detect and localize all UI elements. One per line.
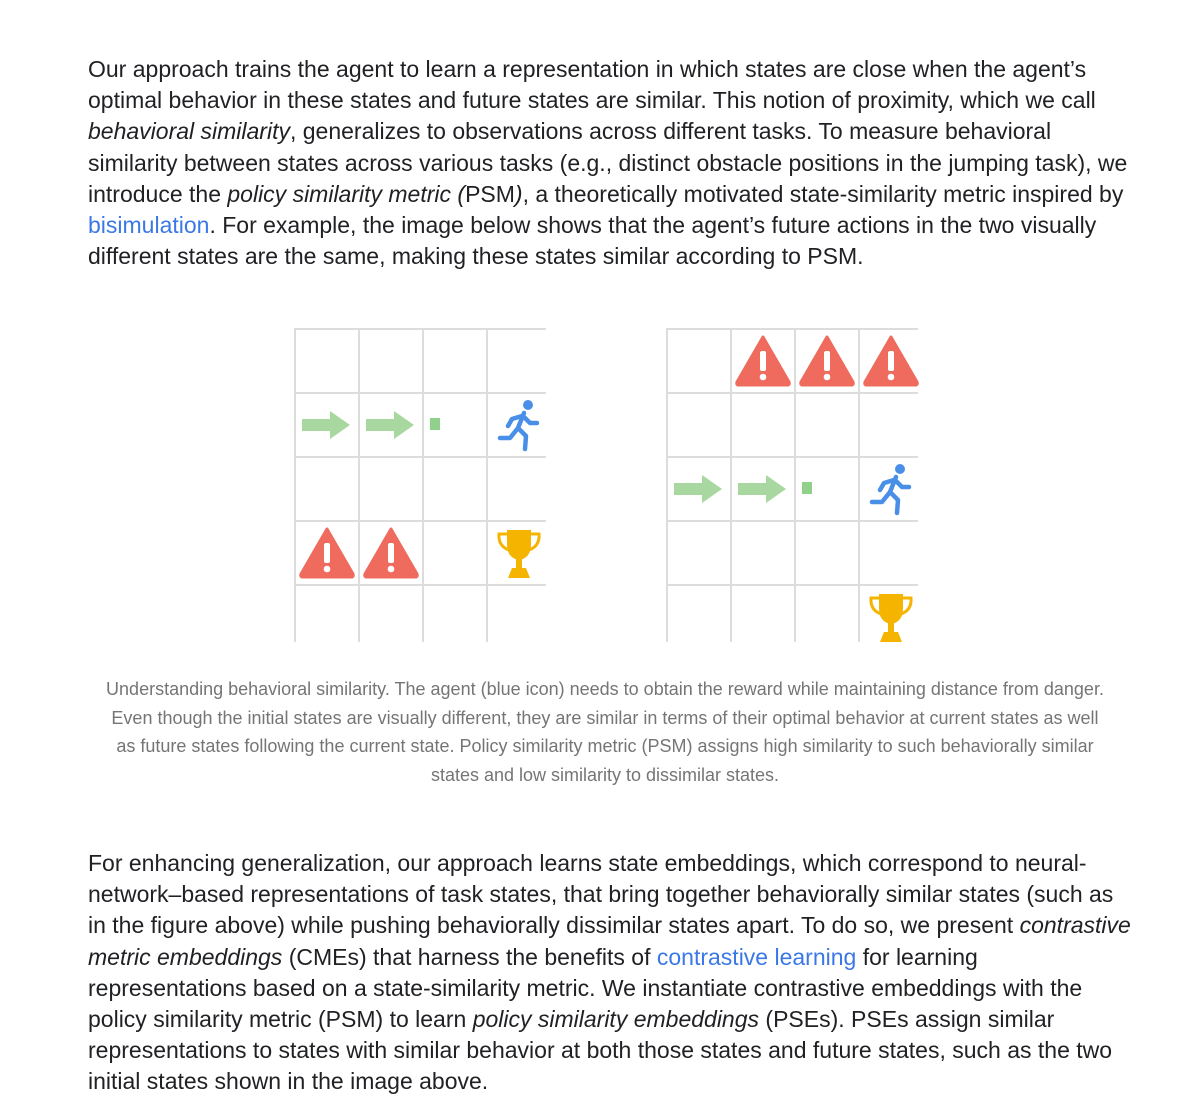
grid-cell bbox=[668, 458, 730, 520]
term-contrastive-metric-embeddings: contrastive metric embeddings bbox=[88, 912, 1131, 970]
grid-cell bbox=[860, 586, 922, 648]
grid-cell bbox=[296, 330, 358, 392]
intro-text-2: , generalizes to observations across different tasks. To measure behavioral similarity between states across various tasks (e.g., distinct obstacle positions in the jumping task), we introduce the bbox=[88, 118, 1128, 207]
term-policy-similarity-metric: policy similarity metric ( bbox=[227, 180, 466, 207]
grid-cell bbox=[488, 394, 550, 456]
warning-icon bbox=[360, 522, 422, 584]
grid-cell bbox=[860, 394, 922, 456]
grid-cell bbox=[796, 394, 858, 456]
grid-cell bbox=[732, 458, 794, 520]
grid-cell bbox=[360, 330, 422, 392]
grid-cell bbox=[424, 586, 486, 648]
second-text-1: For enhancing generalization, our approach learns state embeddings, which correspond to neural-network–based representations of task states, that bring together behaviorally similar states (such as in the figure above) while pushing behaviorally dissimilar states apart. To do so, we present bbox=[88, 850, 1114, 939]
grid-cell bbox=[796, 586, 858, 648]
contrastive-learning-link[interactable]: contrastive learning bbox=[656, 943, 857, 970]
grid-cell bbox=[796, 458, 858, 520]
grid-cell bbox=[668, 522, 730, 584]
trophy-icon bbox=[488, 522, 550, 584]
intro-text-1: Our approach trains the agent to learn a representation in which states are close when the agent’s optimal behavior in these states and future states are similar. This notion of proximity, which we call bbox=[88, 56, 1096, 114]
grid-cell bbox=[796, 330, 858, 392]
term-policy-similarity-embeddings: policy similarity embeddings bbox=[472, 1006, 760, 1033]
grid-cell bbox=[860, 522, 922, 584]
grid-cell bbox=[796, 522, 858, 584]
bisimulation-link[interactable]: bisimulation bbox=[88, 212, 210, 239]
grid-cell bbox=[488, 330, 550, 392]
grid-cell bbox=[360, 586, 422, 648]
arrow-right-icon bbox=[360, 394, 422, 456]
grid-cell bbox=[732, 522, 794, 584]
grid-cell bbox=[424, 330, 486, 392]
runner-icon bbox=[860, 458, 922, 520]
grid-cell bbox=[424, 458, 486, 520]
second-text-2: (CMEs) that harness the benefits of bbox=[282, 943, 657, 970]
grid-cell bbox=[488, 522, 550, 584]
grid-cell bbox=[296, 394, 358, 456]
warning-icon bbox=[732, 330, 794, 392]
grid-cell bbox=[488, 586, 550, 648]
figure-caption: Understanding behavioral similarity. The agent (blue icon) needs to obtain the reward while maintaining distance from danger. Even though the initial states are visually different, they are similar in terms of their optimal behavior at current states as well as future states following the current state. Policy similarity metric (PSM) assigns high similarity to such behaviorally similar states and low similarity to dissimilar states. bbox=[106, 679, 1104, 785]
grid-cell bbox=[360, 522, 422, 584]
grid-cell bbox=[424, 394, 486, 456]
grid-cell bbox=[296, 522, 358, 584]
grid-cell bbox=[860, 458, 922, 520]
intro-text-4: . For example, the image below shows that the agent’s future actions in the two visually different states are the same, making these states similar according to PSM. bbox=[88, 212, 1097, 270]
grid-cell bbox=[360, 458, 422, 520]
grid-cell bbox=[732, 586, 794, 648]
grid-cell bbox=[732, 330, 794, 392]
term-closing-paren: ) bbox=[514, 180, 523, 207]
warning-icon bbox=[296, 522, 358, 584]
path-dash-icon bbox=[424, 394, 486, 456]
right-state-grid bbox=[666, 328, 918, 642]
grid-cell bbox=[732, 394, 794, 456]
intro-text-3: , a theoretically motivated state-similarity metric inspired by bbox=[522, 180, 1124, 207]
arrow-right-icon bbox=[296, 394, 358, 456]
second-text-3: for learning representations based on a state-similarity metric. We instantiate contrastive embeddings with the policy similarity metric (PSM) to learn bbox=[88, 943, 1083, 1033]
second-paragraph bbox=[88, 848, 1133, 1098]
grid-cell bbox=[296, 586, 358, 648]
arrow-right-icon bbox=[732, 458, 794, 520]
grid-cell bbox=[488, 458, 550, 520]
grid-cell bbox=[668, 330, 730, 392]
grid-cell bbox=[360, 394, 422, 456]
arrow-right-icon bbox=[668, 458, 730, 520]
warning-icon bbox=[860, 330, 922, 392]
intro-text-psm: PSM bbox=[465, 180, 515, 207]
intro-paragraph bbox=[88, 54, 1133, 272]
trophy-icon bbox=[860, 586, 922, 648]
grid-cell bbox=[424, 522, 486, 584]
grid-cell bbox=[668, 586, 730, 648]
grid-cell bbox=[296, 458, 358, 520]
term-behavioral-similarity: behavioral similarity bbox=[88, 118, 290, 145]
warning-icon bbox=[796, 330, 858, 392]
left-state-grid bbox=[294, 328, 546, 642]
grid-cell bbox=[860, 330, 922, 392]
second-text-4: (PSEs). PSEs assign similar representations to states with similar behavior at both those states and future states, such as the two initial states shown in the image above. bbox=[88, 1006, 1113, 1095]
path-dash-icon bbox=[796, 458, 858, 520]
grid-cell bbox=[668, 394, 730, 456]
runner-icon bbox=[488, 394, 550, 456]
